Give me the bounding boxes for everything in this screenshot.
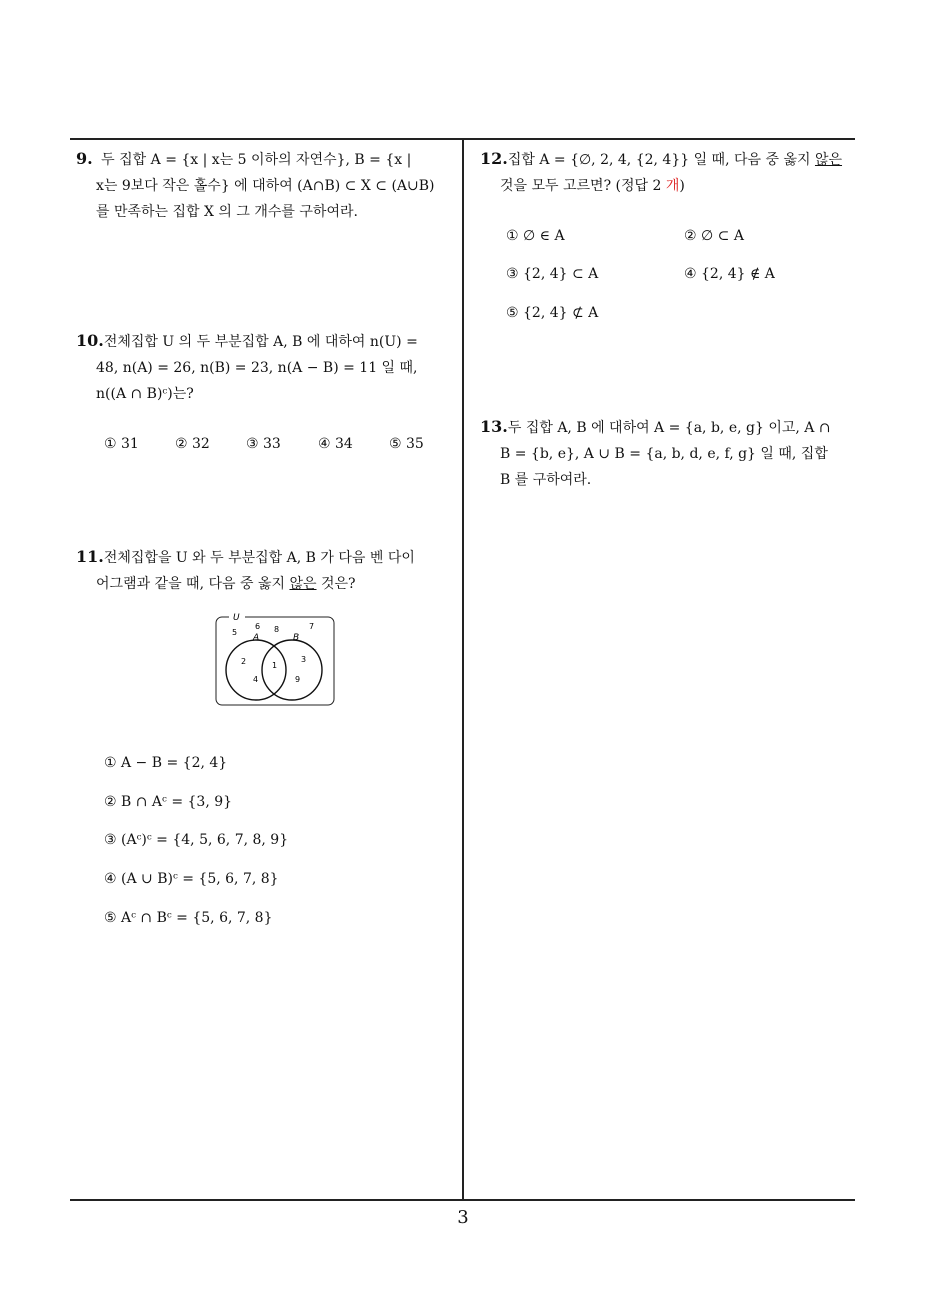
question-text-line: 전체집합 U 의 두 부분집합 A, B 에 대하여 n(U) = (103, 334, 418, 350)
venn-element: 6 (255, 622, 261, 631)
universe-label: U (233, 613, 240, 623)
question-11 (76, 544, 456, 597)
bottom-rule (70, 1199, 855, 1201)
question-number: 11. (76, 547, 104, 566)
venn-element: 4 (253, 675, 259, 684)
venn-element: 2 (241, 657, 247, 666)
question-text-line: n((A ∩ B)ᶜ)는? (96, 386, 194, 402)
question-text-line: x는 9보다 작은 홀수} 에 대하여 (A∩B) ⊂ X ⊂ (A∪B) (96, 178, 435, 194)
question-text-line: 를 만족하는 집합 X 의 그 개수를 구하여라. (96, 204, 358, 220)
question-text-line: B = {b, e}, A ∪ B = {a, b, d, e, f, g} 일 때, 집합 (500, 446, 828, 462)
page-number: 3 (457, 1207, 469, 1228)
venn-element: 3 (301, 655, 307, 664)
question-text-line: B 를 구하여라. (500, 472, 592, 488)
choice-3[interactable]: ③ 33 (246, 436, 281, 452)
question-10 (76, 328, 456, 407)
choice-4[interactable]: ④ {2, 4} ∉ A (684, 266, 775, 282)
set-a-label: A (253, 633, 260, 643)
choice-1[interactable]: ① 31 (104, 436, 139, 452)
column-divider (462, 139, 464, 1200)
choice-4[interactable]: ④ (A ∪ B)ᶜ = {5, 6, 7, 8} (104, 871, 279, 887)
question-number: 10. (76, 331, 104, 350)
choice-4[interactable]: ④ 34 (318, 436, 353, 452)
question-number: 9. (76, 149, 93, 168)
venn-diagram (212, 610, 338, 708)
question-text-line: 것을 모두 고르면? (정답 2 개) (500, 178, 685, 194)
venn-element: 7 (309, 622, 315, 631)
question-text-line: 두 집합 A = {x | x는 5 이하의 자연수}, B = {x | (101, 152, 412, 168)
choice-1[interactable]: ① A − B = {2, 4} (104, 755, 228, 771)
question-13 (480, 414, 860, 493)
question-number: 12. (480, 149, 508, 168)
question-text-line: 두 집합 A, B 에 대하여 A = {a, b, e, g} 이고, A ∩ (507, 420, 831, 436)
venn-element: 1 (272, 661, 278, 670)
choice-5[interactable]: ⑤ 35 (389, 436, 424, 452)
set-b-label: B (293, 633, 300, 643)
choice-5[interactable]: ⑤ Aᶜ ∩ Bᶜ = {5, 6, 7, 8} (104, 910, 273, 926)
choice-2[interactable]: ② 32 (175, 436, 210, 452)
choice-3[interactable]: ③ (Aᶜ)ᶜ = {4, 5, 6, 7, 8, 9} (104, 832, 289, 848)
choice-2[interactable]: ② B ∩ Aᶜ = {3, 9} (104, 794, 233, 810)
set-a-circle (226, 640, 286, 700)
question-number: 13. (480, 417, 508, 436)
question-12: 12.집합 A = {∅, 2, 4, {2, 4}} 일 때, 다음 중 옳지 않은 것을 모두 고르면? (정답 2 개) (480, 146, 860, 199)
venn-element: 9 (295, 675, 301, 684)
question-9 (76, 146, 456, 225)
question-text-line: 48, n(A) = 26, n(B) = 23, n(A − B) = 11 일 때, (96, 360, 418, 376)
set-b-circle (262, 640, 322, 700)
choice-3[interactable]: ③ {2, 4} ⊂ A (506, 266, 599, 282)
choice-2[interactable]: ② ∅ ⊂ A (684, 228, 744, 244)
question-text-line: 어그램과 같을 때, 다음 중 옳지 않은 것은? (96, 576, 356, 592)
question-text-line: 전체집합을 U 와 두 부분집합 A, B 가 다음 벤 다이 (103, 550, 415, 566)
choice-5[interactable]: ⑤ {2, 4} ⊄ A (506, 305, 599, 321)
venn-element: 8 (274, 625, 280, 634)
venn-element: 5 (232, 628, 238, 637)
choice-1[interactable]: ① ∅ ∈ A (506, 228, 565, 244)
